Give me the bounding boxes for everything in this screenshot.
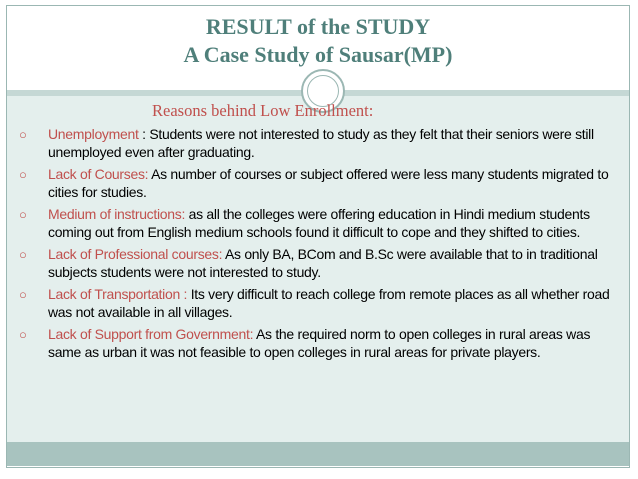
ring-bullet-icon: ○ — [19, 127, 27, 142]
bullet-label: Lack of Professional courses: — [48, 246, 223, 262]
list-item — [10, 245, 622, 281]
list-item — [10, 285, 622, 321]
slide-title: RESULT of the STUDY — [205, 14, 431, 39]
list-item — [10, 165, 622, 201]
bullet-label: Medium of instructions: — [48, 206, 186, 222]
list-item — [10, 325, 622, 361]
slide-subtitle: A Case Study of Sausar(MP) — [183, 42, 453, 67]
ring-bullet-icon: ○ — [19, 167, 27, 182]
list-item — [10, 205, 622, 241]
bullet-text: : Students were not interested to study as they felt that their seniors were still unemployed even after graduating. — [48, 126, 594, 160]
bullet-text: As number of courses or subject offered were less many students migrated to cities for studies. — [48, 166, 609, 200]
bullet-text: as all the colleges were offering education in Hindi medium students coming out from English medium schools found it difficult to cope and they shifted to cities. — [48, 206, 590, 240]
ring-bullet-icon: ○ — [19, 287, 27, 302]
bullet-label: Unemployment — [48, 126, 139, 142]
bullet-text: As only BA, BCom and B.Sc were available that to in traditional subjects students were not interested to study. — [48, 246, 598, 280]
ring-bullet-icon: ○ — [19, 327, 27, 342]
bullet-text: As the required norm to open colleges in rural areas was same as urban it was not feasible to open colleges in rural areas for private players. — [48, 326, 591, 360]
bullet-label: Lack of Support from Government: — [48, 326, 254, 342]
list-item — [10, 125, 622, 161]
bullet-label: Lack of Courses: — [48, 166, 149, 182]
bullet-label: Lack of Transportation : — [48, 286, 188, 302]
bullet-text: Its very difficult to reach college from remote places as all whether road was not available in all villages. — [48, 286, 610, 320]
section-heading: Reasons behind Low Enrollment: — [152, 101, 374, 120]
reasons-list — [10, 125, 622, 365]
footer-band — [7, 442, 629, 466]
ring-bullet-icon: ○ — [19, 207, 27, 222]
ring-bullet-icon: ○ — [19, 247, 27, 262]
